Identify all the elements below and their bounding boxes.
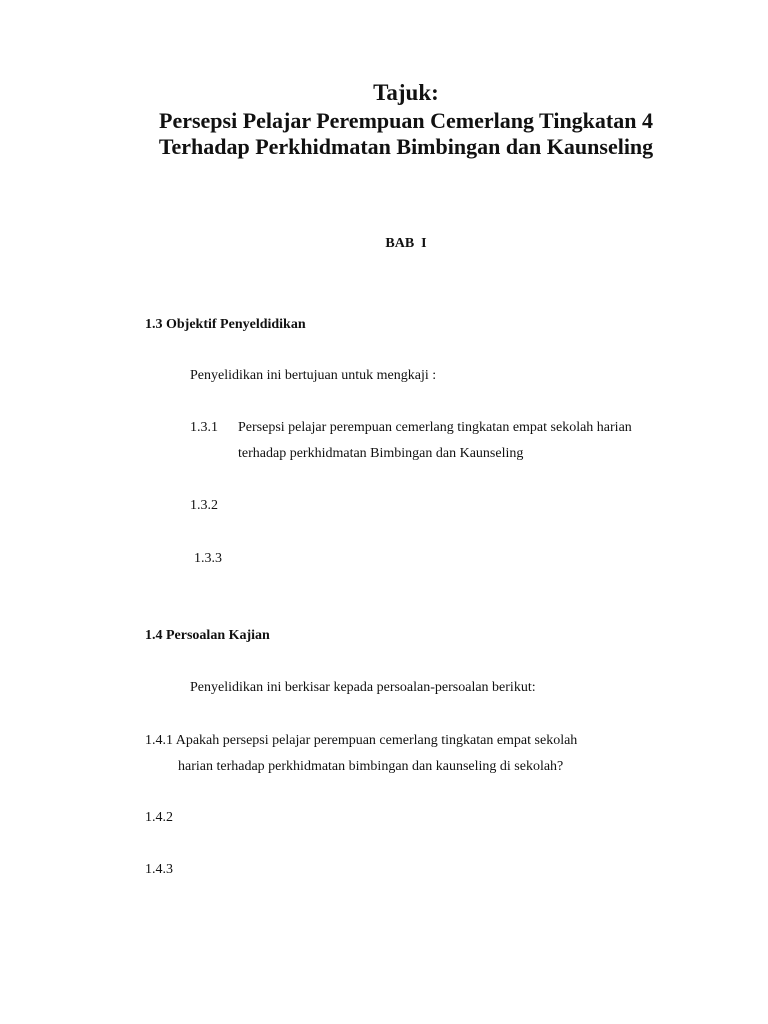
question-text-line-1: Apakah persepsi pelajar perempuan cemerlang tingkatan empat sekolah [175, 733, 578, 748]
chapter-heading: BAB I [385, 236, 427, 251]
section-1-4-heading: 1.4 Persoalan Kajian [145, 628, 270, 643]
title-block [0, 78, 768, 160]
objective-number-1-3-2: 1.3.2 [190, 498, 218, 513]
question-number: 1.4.1 [145, 733, 173, 748]
objective-text-line-1: Persepsi pelajar perempuan cemerlang tingkatan empat sekolah harian [238, 420, 632, 435]
title-label: Tajuk: [373, 80, 439, 105]
question-text-line-2: harian terhadap perkhidmatan bimbingan dan kaunseling di sekolah? [178, 759, 564, 774]
objective-item-1-3-1 [190, 419, 632, 437]
section-1-4-intro: Penyelidikan ini berkisar kepada persoalan-persoalan berikut: [190, 680, 536, 695]
title-line-2: Terhadap Perkhidmatan Bimbingan dan Kaunseling [158, 134, 654, 159]
objective-number: 1.3.1 [190, 420, 218, 435]
objective-text-line-2: terhadap perkhidmatan Bimbingan dan Kaunseling [238, 446, 524, 461]
section-1-3-intro: Penyelidikan ini bertujuan untuk mengkaji : [190, 368, 437, 383]
question-item-1-4-1 [145, 732, 577, 750]
question-number-1-4-2: 1.4.2 [145, 810, 173, 825]
question-number-1-4-3: 1.4.3 [145, 862, 173, 877]
title-line-1: Persepsi Pelajar Perempuan Cemerlang Tingkatan 4 [159, 108, 653, 133]
objective-number-1-3-3: 1.3.3 [194, 551, 222, 566]
section-1-3-heading: 1.3 Objektif Penyeldidikan [145, 317, 306, 332]
